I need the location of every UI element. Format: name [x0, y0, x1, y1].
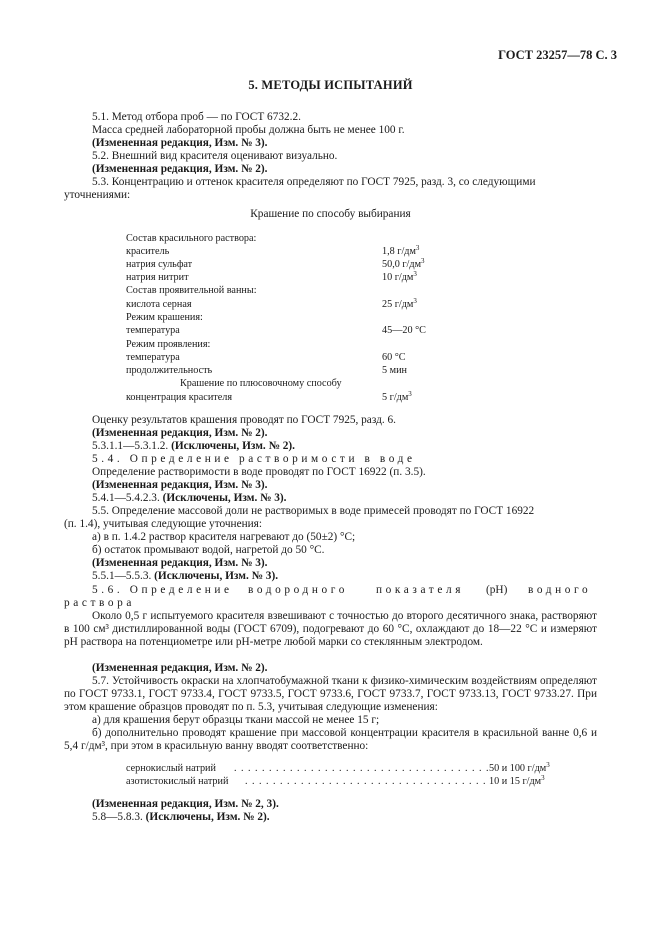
table-row-label: натрия сульфат [126, 259, 193, 270]
table-row-value: 1,8 $г/дм^3$ [382, 244, 420, 257]
para-5-3-cont: уточнениями: [64, 189, 131, 201]
amendment-note: (Измененная редакция, Изм. № 3). [92, 479, 268, 491]
table-row-value: 60 °С [382, 352, 406, 363]
para-5-6: Около 0,5 г испытуемого красителя взвешивают с точностью до второго десятичного знака, растворяют в 100 см³ дистиллированной воды (ГОСТ 6709), подогревают до 60 °С, охлаждают до 18—22 °С и измеряют pH раствора на потенциометре или pH-метре любой марки со стеклянным электродом. [64, 610, 597, 648]
para-5-6-heading: водного [528, 584, 592, 596]
table-row-value: 25 $г/дм^3$ [382, 297, 417, 310]
table-row-label: Состав проявительной ванны: [126, 285, 257, 296]
table-row-label: Режим проявления: [126, 339, 211, 350]
list-item-dots: . . . . . . . . . . . . . . . . . . . . . . . . . . . . . . . . . . . . . [234, 763, 490, 774]
table-row-value: 10 $г/дм^3$ [382, 270, 417, 283]
table-row-label: кислота серная [126, 299, 192, 310]
para-5-6-heading: (рН) [486, 584, 508, 596]
amendment-note: (Измененная редакция, Изм. № 2). [92, 163, 268, 175]
list-item-label: сернокислый натрий [126, 763, 216, 774]
para-5-3-1: 5.3.1.1—5.3.1.2. (Исключены, Изм. № 2). [92, 440, 295, 452]
para-5-5: 5.5. Определение массовой доли не растворимых в воде примесей проводят по ГОСТ 16922 [92, 505, 535, 517]
amendment-note: (Измененная редакция, Изм. № 2). [92, 662, 268, 674]
para-5-6-heading: показателя [376, 584, 464, 596]
para-5-5-cont: (п. 1.4), учитывая следующие уточнения: [64, 518, 263, 530]
para-5-7: 5.7. Устойчивость окраски на хлопчатобумажной ткани к физико-химическим воздействиям определяют по ГОСТ 9733.1, ГОСТ 9733.4, ГОСТ 9733.5, ГОСТ 9733.6, ГОСТ 9733.7, ГОСТ 9733.13, ГОСТ 9733.27. При этом крашение образцов проводят по п. 5.3, учитывая следующие изменения: [64, 675, 597, 713]
table-row-value: 45—20 °С [382, 325, 426, 336]
dye-method-2-title: Крашение по плюсовочному способу [180, 378, 342, 389]
para-5-2: 5.2. Внешний вид красителя оценивают визуально. [92, 150, 338, 162]
para-5-6-heading: раствора [64, 597, 135, 609]
para-5-3: 5.3. Концентрацию и оттенок красителя определяют по ГОСТ 7925, разд. 3, со следующими [92, 176, 536, 188]
para-5-6-heading: водородного [248, 584, 348, 596]
page-header-code: ГОСТ 23257—78 С. 3 [498, 48, 617, 62]
para-5-8: 5.8—5.8.3. (Исключены, Изм. № 2). [92, 811, 270, 823]
para-5-1-mass: Масса средней лабораторной пробы должна быть не менее 100 г. [92, 124, 405, 136]
table-row-label: продолжительность [126, 365, 213, 376]
para-5-5-1: 5.5.1—5.5.3. (Исключены, Изм. № 3). [92, 570, 279, 582]
list-item-value: 10 и 15 $г/дм^3$ [489, 774, 545, 787]
para-results: Оценку результатов крашения проводят по ГОСТ 7925, разд. 6. [92, 414, 396, 426]
amendment-note: (Измененная редакция, Изм. № 3). [92, 137, 268, 149]
amendment-note: (Измененная редакция, Изм. № 3). [92, 557, 268, 569]
para-5-5-b: б) остаток промывают водой, нагретой до 50 °С. [92, 544, 325, 556]
para-5-1: 5.1. Метод отбора проб — по ГОСТ 6732.2. [92, 111, 301, 123]
table-row-value: 5 мин [382, 365, 407, 376]
table-row-value: 50,0 $г/дм^3$ [382, 257, 425, 270]
para-5-5-a: а) в п. 1.4.2 раствор красителя нагревают до (50±2) °С; [92, 531, 356, 543]
para-5-4-1: 5.4.1—5.4.2.3. (Исключены, Изм. № 3). [92, 492, 287, 504]
table-row-label: натрия нитрит [126, 272, 189, 283]
table-row-label: краситель [126, 246, 170, 257]
table-row-label: концентрация красителя [126, 392, 233, 403]
list-item-value: 50 и 100 $г/дм^3$ [489, 761, 550, 774]
para-5-4-heading: 5.4. Определение растворимости в воде [92, 453, 416, 465]
section-title: 5. МЕТОДЫ ИСПЫТАНИЙ [248, 78, 413, 92]
table-row-label: температура [126, 325, 180, 336]
table-row-label: температура [126, 352, 180, 363]
table-row-value: 5 $г/дм^3$ [382, 390, 412, 403]
para-5-7-b: б) дополнительно проводят крашение при массовой концентрации красителя в красильной ванне 0,6 и 5,4 г/дм³, при этом в красильную ванну вводят соответственно: [64, 727, 597, 752]
para-5-7-a: а) для крашения берут образцы ткани массой не менее 15 г; [92, 714, 380, 726]
dye-method-title: Крашение по способу выбирания [250, 208, 411, 220]
list-item-dots: . . . . . . . . . . . . . . . . . . . . . . . . . . . . . . . . . . . [245, 776, 487, 787]
amendment-note: (Измененная редакция, Изм. № 2, 3). [92, 798, 279, 810]
table-row-label: Режим крашения: [126, 312, 203, 323]
para-5-6-heading: 5.6. Определение [92, 584, 233, 596]
table-row-label: Состав красильного раствора: [126, 233, 257, 244]
para-5-4: Определение растворимости в воде проводят по ГОСТ 16922 (п. 3.5). [92, 466, 426, 478]
list-item-label: азотистокислый натрий [126, 776, 229, 787]
amendment-note: (Измененная редакция, Изм. № 2). [92, 427, 268, 439]
